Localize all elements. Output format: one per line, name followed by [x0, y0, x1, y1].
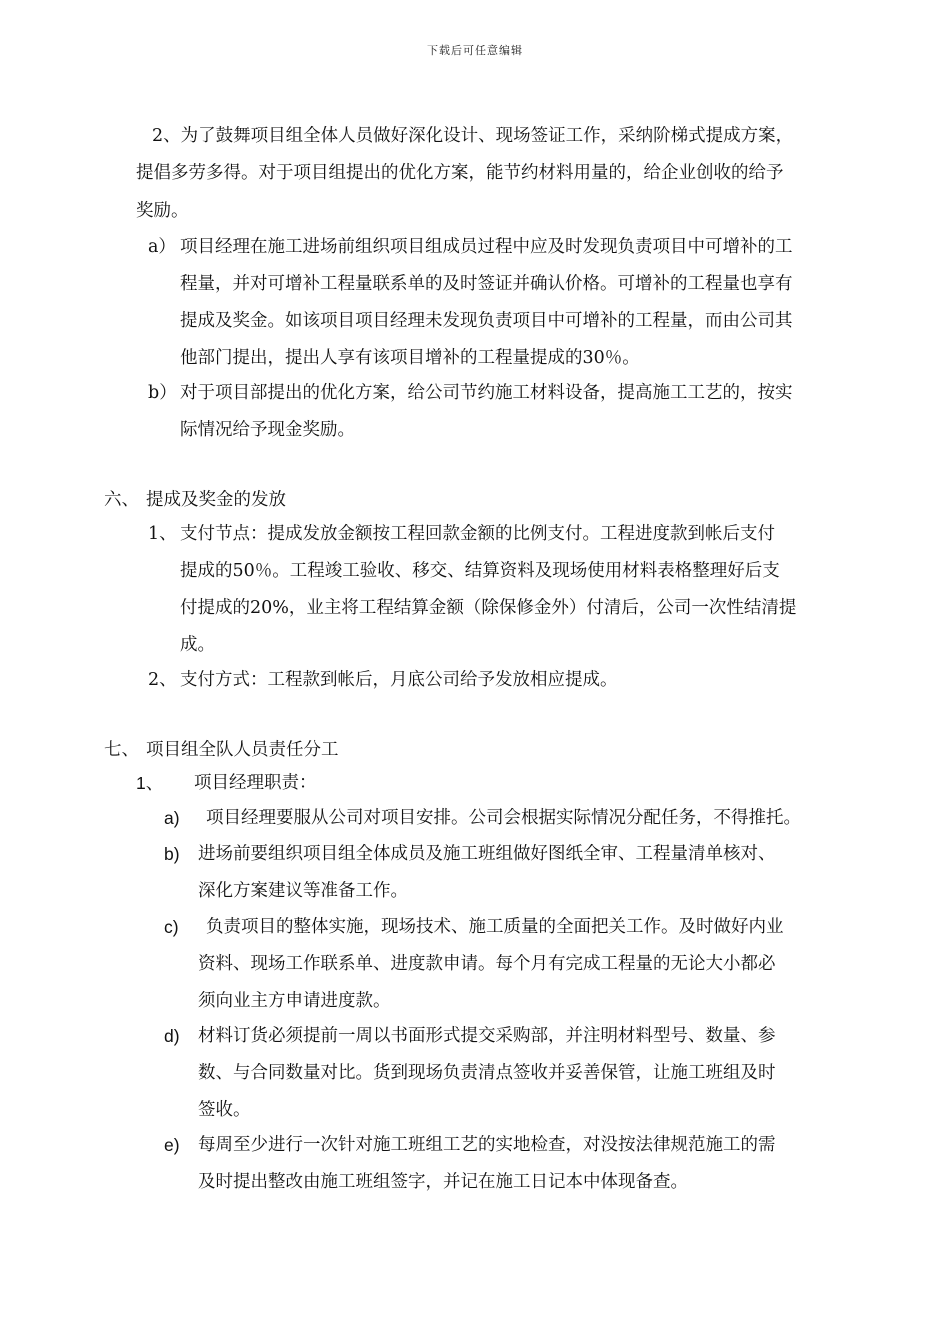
item-b-line-2: 际情况给予现金奖励。	[180, 420, 355, 440]
page-header: 下载后可任意编辑	[427, 44, 523, 57]
s6-item-2-line-1: 支付方式：工程款到帐后，月底公司给予发放相应提成。	[180, 670, 618, 690]
section-7-label: 七、	[104, 740, 139, 760]
s6-item-1-line-2: 提成的50％。工程竣工验收、移交、结算资料及现场使用材料表格整理好后支	[180, 561, 780, 581]
duty-d-label: d)	[164, 1026, 180, 1046]
duty-c-line-1: 负责项目的整体实施，现场技术、施工质量的全面把关工作。及时做好内业	[206, 917, 784, 937]
item-a-line-1: 项目经理在施工进场前组织项目组成员过程中应及时发现负责项目中可增补的工	[180, 237, 793, 257]
paragraph-2-line-3: 奖励。	[136, 201, 189, 221]
item-a-line-4: 他部门提出，提出人享有该项目增补的工程量提成的30％。	[180, 348, 640, 368]
duty-a-label: a)	[164, 808, 180, 828]
item-a-label: a）	[148, 237, 176, 257]
duty-c-line-2: 资料、现场工作联系单、进度款申请。每个月有完成工程量的无论大小都必	[198, 954, 776, 974]
duty-e-line-1: 每周至少进行一次针对施工班组工艺的实地检查，对没按法律规范施工的需	[198, 1135, 776, 1155]
duty-c-line-3: 须向业主方申请进度款。	[198, 991, 391, 1011]
duty-b-label: b)	[164, 844, 180, 864]
duty-a-line-1: 项目经理要服从公司对项目安排。公司会根据实际情况分配任务，不得推托。	[206, 808, 801, 828]
duty-b-line-1: 进场前要组织项目组全体成员及施工班组做好图纸全审、工程量清单核对、	[198, 844, 776, 864]
duty-c-label: c)	[164, 917, 179, 937]
section-7-title: 项目组全队人员责任分工	[146, 740, 339, 760]
s7-item-1-title: 项目经理职责：	[194, 773, 317, 793]
s6-item-1-line-1: 支付节点：提成发放金额按工程回款金额的比例支付。工程进度款到帐后支付	[180, 524, 775, 544]
duty-e-label: e)	[164, 1135, 180, 1155]
s6-item-1-label: 1、	[148, 524, 177, 544]
paragraph-2-line-2: 提倡多劳多得。对于项目组提出的优化方案，能节约材料用量的，给企业创收的给予	[136, 163, 784, 183]
paragraph-2-line-1: 2、为了鼓舞项目组全体人员做好深化设计、现场签证工作，采纳阶梯式提成方案，	[152, 126, 794, 146]
duty-b-line-2: 深化方案建议等准备工作。	[198, 881, 408, 901]
s6-item-1-line-3: 付提成的20%，业主将工程结算金额（除保修金外）付清后，公司一次性结清提	[180, 598, 797, 618]
item-a-line-3: 提成及奖金。如该项目项目经理未发现负责项目中可增补的工程量，而由公司其	[180, 311, 793, 331]
item-a-line-2: 程量，并对可增补工程量联系单的及时签证并确认价格。可增补的工程量也享有	[180, 274, 793, 294]
section-6-label: 六、	[104, 490, 139, 510]
duty-d-line-1: 材料订货必须提前一周以书面形式提交采购部，并注明材料型号、数量、参	[198, 1026, 776, 1046]
s7-item-1-label: 1、	[136, 773, 164, 793]
s6-item-1-line-4: 成。	[180, 635, 215, 655]
section-6-title: 提成及奖金的发放	[146, 490, 286, 510]
item-b-label: b）	[148, 383, 177, 403]
duty-d-line-3: 签收。	[198, 1100, 251, 1120]
duty-d-line-2: 数、与合同数量对比。货到现场负责清点签收并妥善保管，让施工班组及时	[198, 1063, 776, 1083]
s6-item-2-label: 2、	[148, 670, 177, 690]
item-b-line-1: 对于项目部提出的优化方案，给公司节约施工材料设备，提高施工工艺的，按实	[180, 383, 793, 403]
duty-e-line-2: 及时提出整改由施工班组签字，并记在施工日记本中体现备查。	[198, 1172, 688, 1192]
